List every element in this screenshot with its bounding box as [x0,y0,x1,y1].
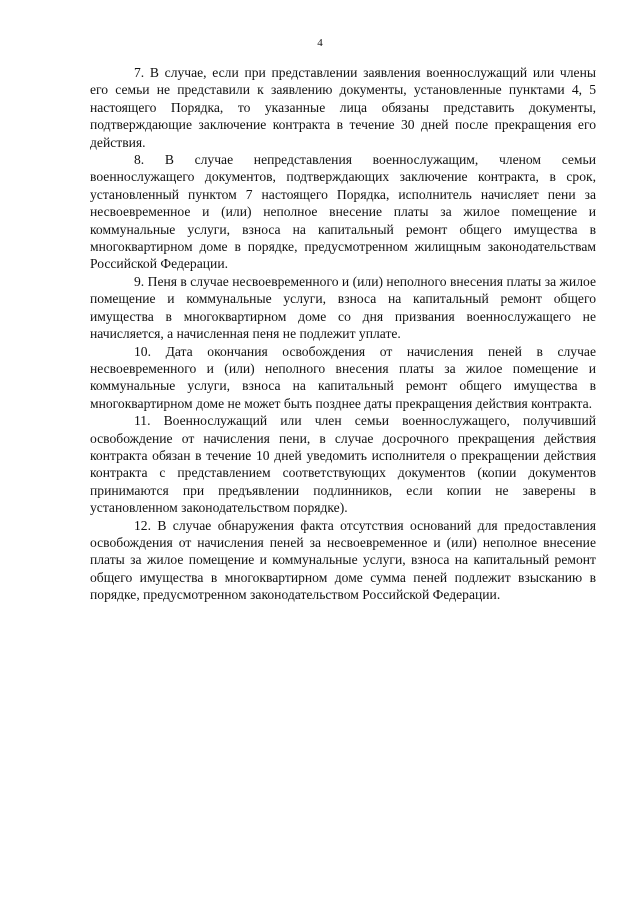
paragraph-11: 11. Военнослужащий или член семьи военнослужащего, получивший освобождение от начисления пени, в случае досрочного прекращения действия контракта обязан в течение 10 дней уведомить исполнителя о прекращении действия контракта с представлением соответствующих документов (копии документов принимаются при предъявлении подлинников, если копии не заверены в установленном законодательством порядке). [90,413,596,516]
paragraph-10: 10. Дата окончания освобождения от начисления пеней в случае несвоевременного и (или) неполного внесения платы за жилое помещение и коммунальные услуги, взноса на капитальный ремонт общего имущества в многоквартирном доме не может быть позднее даты прекращения действия контракта. [90,343,596,411]
document-body [90,64,596,604]
paragraph-9: 9. Пеня в случае несвоевременного и (или) неполного внесения платы за жилое помещение и коммунальные услуги, взноса на капитальный ремонт общего имущества в многоквартирном доме со дня призвания военнослужащего не начисляется, а начисленная пеня не подлежит уплате. [90,273,596,342]
paragraph-7: 7. В случае, если при представлении заявления военнослужащий или члены его семьи не представили к заявлению документы, установленные пунктами 4, 5 настоящего Порядка, то указанные лица обязаны представить документы, подтверждающие заключение контракта в течение 30 дней после прекращения его действия. [90,65,596,150]
paragraph-8: 8. В случае непредставления военнослужащим, членом семьи военнослужащего документов, подтверждающих заключение контракта, в срок, установленный пунктом 7 настоящего Порядка, исполнитель начисляет пени за несвоевременное и (или) неполное внесение платы за жилое помещение и коммунальные услуги, взноса на капитальный ремонт общего имущества в многоквартирном доме в порядке, предусмотренном жилищным законодательствам Российской Федерации. [90,152,596,272]
page-number: 4 [317,37,323,49]
paragraph-12: 12. В случае обнаружения факта отсутствия оснований для предоставления освобождения от начисления пеней за несвоевременное и (или) неполное внесение платы за жилое помещение и коммунальные услуги, взноса на капитальный ремонт общего имущества в многоквартирном доме сумма пеней подлежит взысканию в порядке, предусмотренном законодательством Российской Федерации. [90,517,596,603]
